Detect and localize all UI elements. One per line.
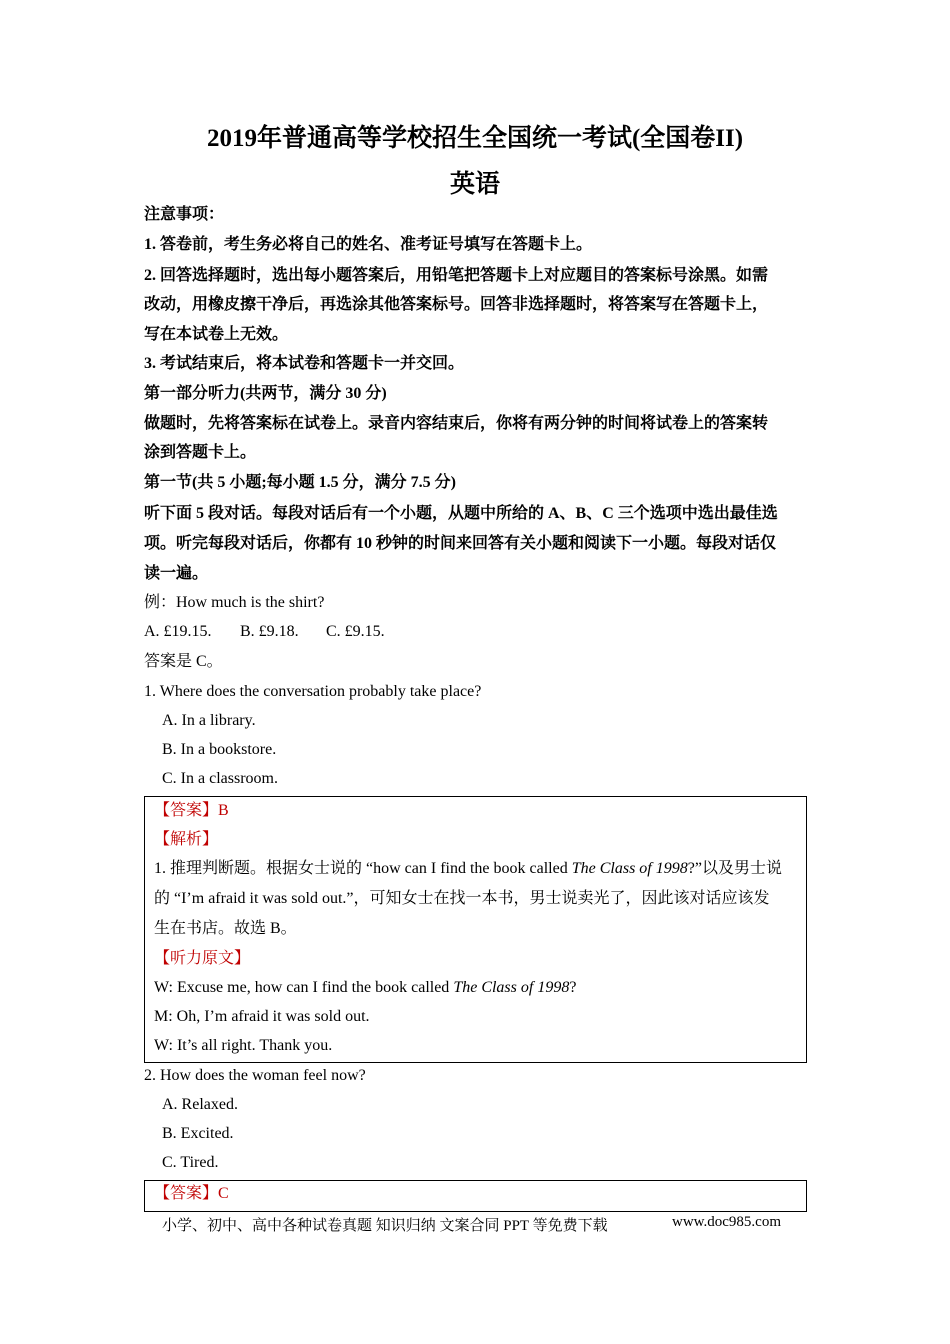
- q1-script-w1: [154, 978, 576, 998]
- q1-option-a: A. In a library.: [162, 712, 256, 729]
- q1-option-c: C. In a classroom.: [162, 770, 278, 787]
- example-answer: 答案是 C。: [144, 653, 223, 670]
- notice-item-2-line-1: 2. 回答选择题时，选出每小题答案后，用铅笔把答题卡上对应题目的答案标号涂黑。如需: [144, 267, 769, 284]
- q2-answer: [154, 1184, 229, 1204]
- q2-option-a: A. Relaxed.: [162, 1096, 238, 1113]
- subject-title: 英语: [449, 171, 500, 198]
- q1-answer-value: B: [218, 802, 229, 819]
- section1-heading: 第一节(共 5 小题;每小题 1.5 分，满分 7.5 分): [144, 474, 456, 491]
- footer-text: 小学、初中、高中各种试卷真题 知识归纳 文案合同 PPT 等免费下载: [162, 1218, 608, 1234]
- q1-analysis-line-3: 生在书店。故选 B。: [154, 920, 297, 937]
- notice-item-2-line-3: 写在本试卷上无效。: [144, 326, 289, 343]
- example-option-b: B. £9.18.: [240, 623, 299, 640]
- q1-answer: [154, 801, 229, 821]
- notice-item-1: 1. 答卷前，考生务必将自己的姓名、准考证号填写在答题卡上。: [144, 236, 593, 253]
- q2-option-b: B. Excited.: [162, 1125, 234, 1142]
- q2-answer-box: [144, 1180, 807, 1212]
- q2-answer-value: C: [218, 1185, 229, 1202]
- footer-site-link[interactable]: www.doc985.com: [672, 1214, 782, 1230]
- part1-instruction-line-1: 做题时，先将答案标在试卷上。录音内容结束后，你将有两分钟的时间将试卷上的答案转: [144, 415, 769, 432]
- q2-option-c: C. Tired.: [162, 1154, 219, 1171]
- section1-instruction-line-1: 听下面 5 段对话。每段对话后有一个小题，从题中所给的 A、B、C 三个选项中选出最佳选: [144, 505, 778, 522]
- example-options: [144, 622, 809, 642]
- q1-script-w1a: W: Excuse me, how can I find the book called: [154, 979, 454, 996]
- example-option-a: A. £19.15.: [144, 623, 212, 640]
- q1-analysis-line-1b: ?”以及男士说: [687, 860, 782, 877]
- q1-analysis-tag: 【解析】: [154, 831, 219, 848]
- q1-answer-tag: 【答案】: [154, 802, 219, 819]
- q1-script-tag: 【听力原文】: [154, 950, 251, 967]
- part1-heading: 第一部分听力(共两节，满分 30 分): [144, 385, 387, 402]
- notice-item-2-line-2: 改动，用橡皮擦干净后，再选涂其他答案标号。回答非选择题时，将答案写在答题卡上，: [144, 296, 769, 313]
- q1-script-w2: W: It’s all right. Thank you.: [154, 1037, 333, 1054]
- q1-analysis-line-1a: 1. 推理判断题。根据女士说的 “how can I find the book called: [154, 860, 572, 877]
- book-title: The Class of 1998: [453, 979, 570, 996]
- notice-item-3: 3. 考试结束后，将本试卷和答题卡一并交回。: [144, 355, 465, 372]
- q1-answer-box: [144, 796, 807, 1063]
- part1-instruction-line-2: 涂到答题卡上。: [144, 444, 257, 461]
- page-footer: [162, 1214, 782, 1235]
- section1-instruction-line-3: 读一遍。: [144, 565, 209, 582]
- q2-question: 2. How does the woman feel now?: [144, 1067, 366, 1084]
- example-question: 例：How much is the shirt?: [144, 594, 325, 611]
- q1-script-m1: M: Oh, I’m afraid it was sold out.: [154, 1008, 370, 1025]
- q1-script-w1b: ?: [569, 979, 577, 996]
- q1-question: 1. Where does the conversation probably take place?: [144, 683, 482, 700]
- q2-answer-tag: 【答案】: [154, 1185, 219, 1202]
- example-option-c: C. £9.15.: [326, 623, 385, 640]
- q1-analysis-line-1: [154, 859, 782, 879]
- q1-analysis-line-2: 的 “I’m afraid it was sold out.”，可知女士在找一本书，男士说卖光了，因此该对话应该发: [154, 890, 770, 907]
- section1-instruction-line-2: 项。听完每段对话后，你都有 10 秒钟的时间来回答有关小题和阅读下一小题。每段对话仅: [144, 535, 777, 552]
- book-title: The Class of 1998: [571, 860, 688, 877]
- q1-option-b: B. In a bookstore.: [162, 741, 277, 758]
- exam-title: 2019年普通高等学校招生全国统一考试(全国卷II): [206, 125, 744, 152]
- notice-heading: 注意事项：: [144, 206, 225, 223]
